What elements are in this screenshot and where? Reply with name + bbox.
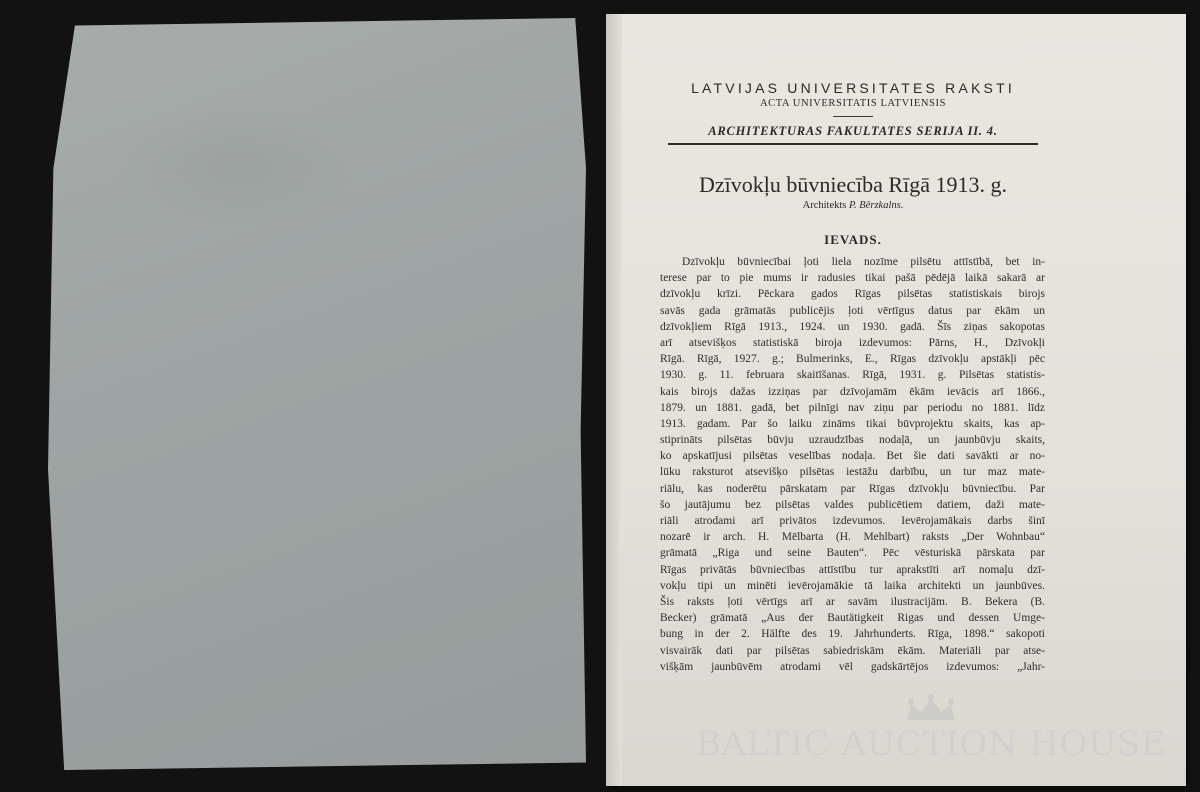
crown-icon — [903, 694, 959, 724]
body-line: kais birojs dažas izziņas par dzīvojamām ēkām ievācis arī 1866., — [660, 385, 1045, 398]
series-title: LATVIJAS UNIVERSITATES RAKSTI — [691, 80, 1015, 96]
body-line: dzīvokļu krīzi. Pēckara gados Rīgas pilsētas statistiskais birojs — [660, 288, 1045, 301]
watermark-text: BALTIC AUCTION HOUSE — [695, 724, 1167, 764]
body-line: bung in der 2. Hälfte des 19. Jahrhunderts. Rīga, 1898.“ sakopoti — [660, 628, 1045, 641]
body-line: lūku raksturot atsevišķo pilsētas iestāžu darbību, un tur maz mate- — [660, 466, 1045, 479]
body-line: višķām jaunbūvēm atrodami vēl gadskārtējos izdevumos: „Jahr- — [660, 660, 1045, 673]
body-line: riālu, kas noderētu pārskatam par Rīgas dzīvokļu būvniecību. Par — [660, 482, 1045, 495]
body-line: grāmatā „Riga und seine Bauten“. Pēc vēsturiskā pārskata par — [660, 547, 1045, 560]
series-subtitle: ACTA UNIVERSITATIS LATVIENSIS — [759, 98, 947, 109]
cover-stain — [118, 108, 358, 228]
short-divider — [833, 116, 873, 117]
body-line: Šis raksts ļoti vērtīgs arī ar savām ilustracijām. B. Bekera (B. — [660, 595, 1045, 608]
body-line: šo jautājumu bez pilsētas valdes publicētiem datiem, daži mate- — [660, 498, 1045, 511]
body-line: Rīgas privātās būvniecības attīstību tur aprakstīti arī nomaļu dzī- — [660, 563, 1045, 576]
body-line: arī atsevišķos statistiskā biroja izdevumos: Pārns, H., Dzīvokļi — [660, 336, 1045, 349]
faculty-line: ARCHITEKTURAS FAKULTATES SERIJA II. 4. — [708, 124, 998, 138]
body-line: savās gada grāmatās publicējis ļoti vērtīgus datus par ēkām un — [660, 304, 1045, 317]
author-line — [668, 200, 1038, 211]
body-line: 1930. g. 11. februara skaitīšanas. Rīgā, 1931. g. Pilsētas statistis- — [660, 369, 1045, 382]
body-line: terese par to pie mums ir radusies tikai pašā pēdējā laikā sakarā ar — [660, 272, 1045, 285]
body-line: dzīvokļiem Rīgā 1913., 1924. un 1930. gadā. Šīs ziņas sakopotas — [660, 320, 1045, 333]
body-line: visvairāk dati par pilsētas sabiedriskām ēkām. Materiāli par atse- — [660, 644, 1045, 657]
booklet-spine-edge — [606, 14, 622, 786]
author-name: P. Bērzkalns. — [849, 200, 904, 211]
body-line: nozarē ir arch. H. Mēlbarta (H. Mehlbart) raksts „Der Wohnbau“ — [660, 531, 1045, 544]
article-title: Dzīvokļu būvniecība Rīgā 1913. g. — [699, 172, 1007, 197]
section-heading: IEVADS. — [824, 232, 882, 247]
body-line: 1879. un 1881. gadā, bet pilnīgi nav ziņu par periodu no 1881. līdz — [660, 401, 1045, 414]
body-line: 1913. gadam. Par šo laiku zināms tikai būvprojektu skaits, kas ap- — [660, 417, 1045, 430]
header-rule — [668, 143, 1038, 145]
blank-grey-cover — [48, 18, 586, 770]
body-line: Becker) grāmatā „Aus der Bautätigkeit Rigas und dessen Umge- — [660, 612, 1045, 625]
body-line: stiprināts pilsētas būvju uzraudzības nodaļā, un jaunbūvju skaits, — [660, 434, 1045, 447]
series-header — [668, 80, 1038, 145]
body-text — [660, 254, 1045, 675]
body-line: ko apskatījusi pilsētas veselības nodaļa. Bet šie dati savākti ar no- — [660, 450, 1045, 463]
body-line: vokļu tipi un minēti ievērojamākie tā laika architekti un jaunbūves. — [660, 579, 1045, 592]
body-line: Rīgā. Rīgā, 1927. g.; Bulmerinks, E., Rīgas dzīvokļu apstākļi pēc — [660, 353, 1045, 366]
author-prefix: Architekts — [802, 200, 847, 211]
body-line: riāli atrodami arī privātos izdevumos. Ievērojamākais darbs šinī — [660, 515, 1045, 527]
body-line: Dzīvokļu būvniecībai ļoti liela nozīme pilsētu attīstībā, bet in- — [682, 256, 1045, 268]
